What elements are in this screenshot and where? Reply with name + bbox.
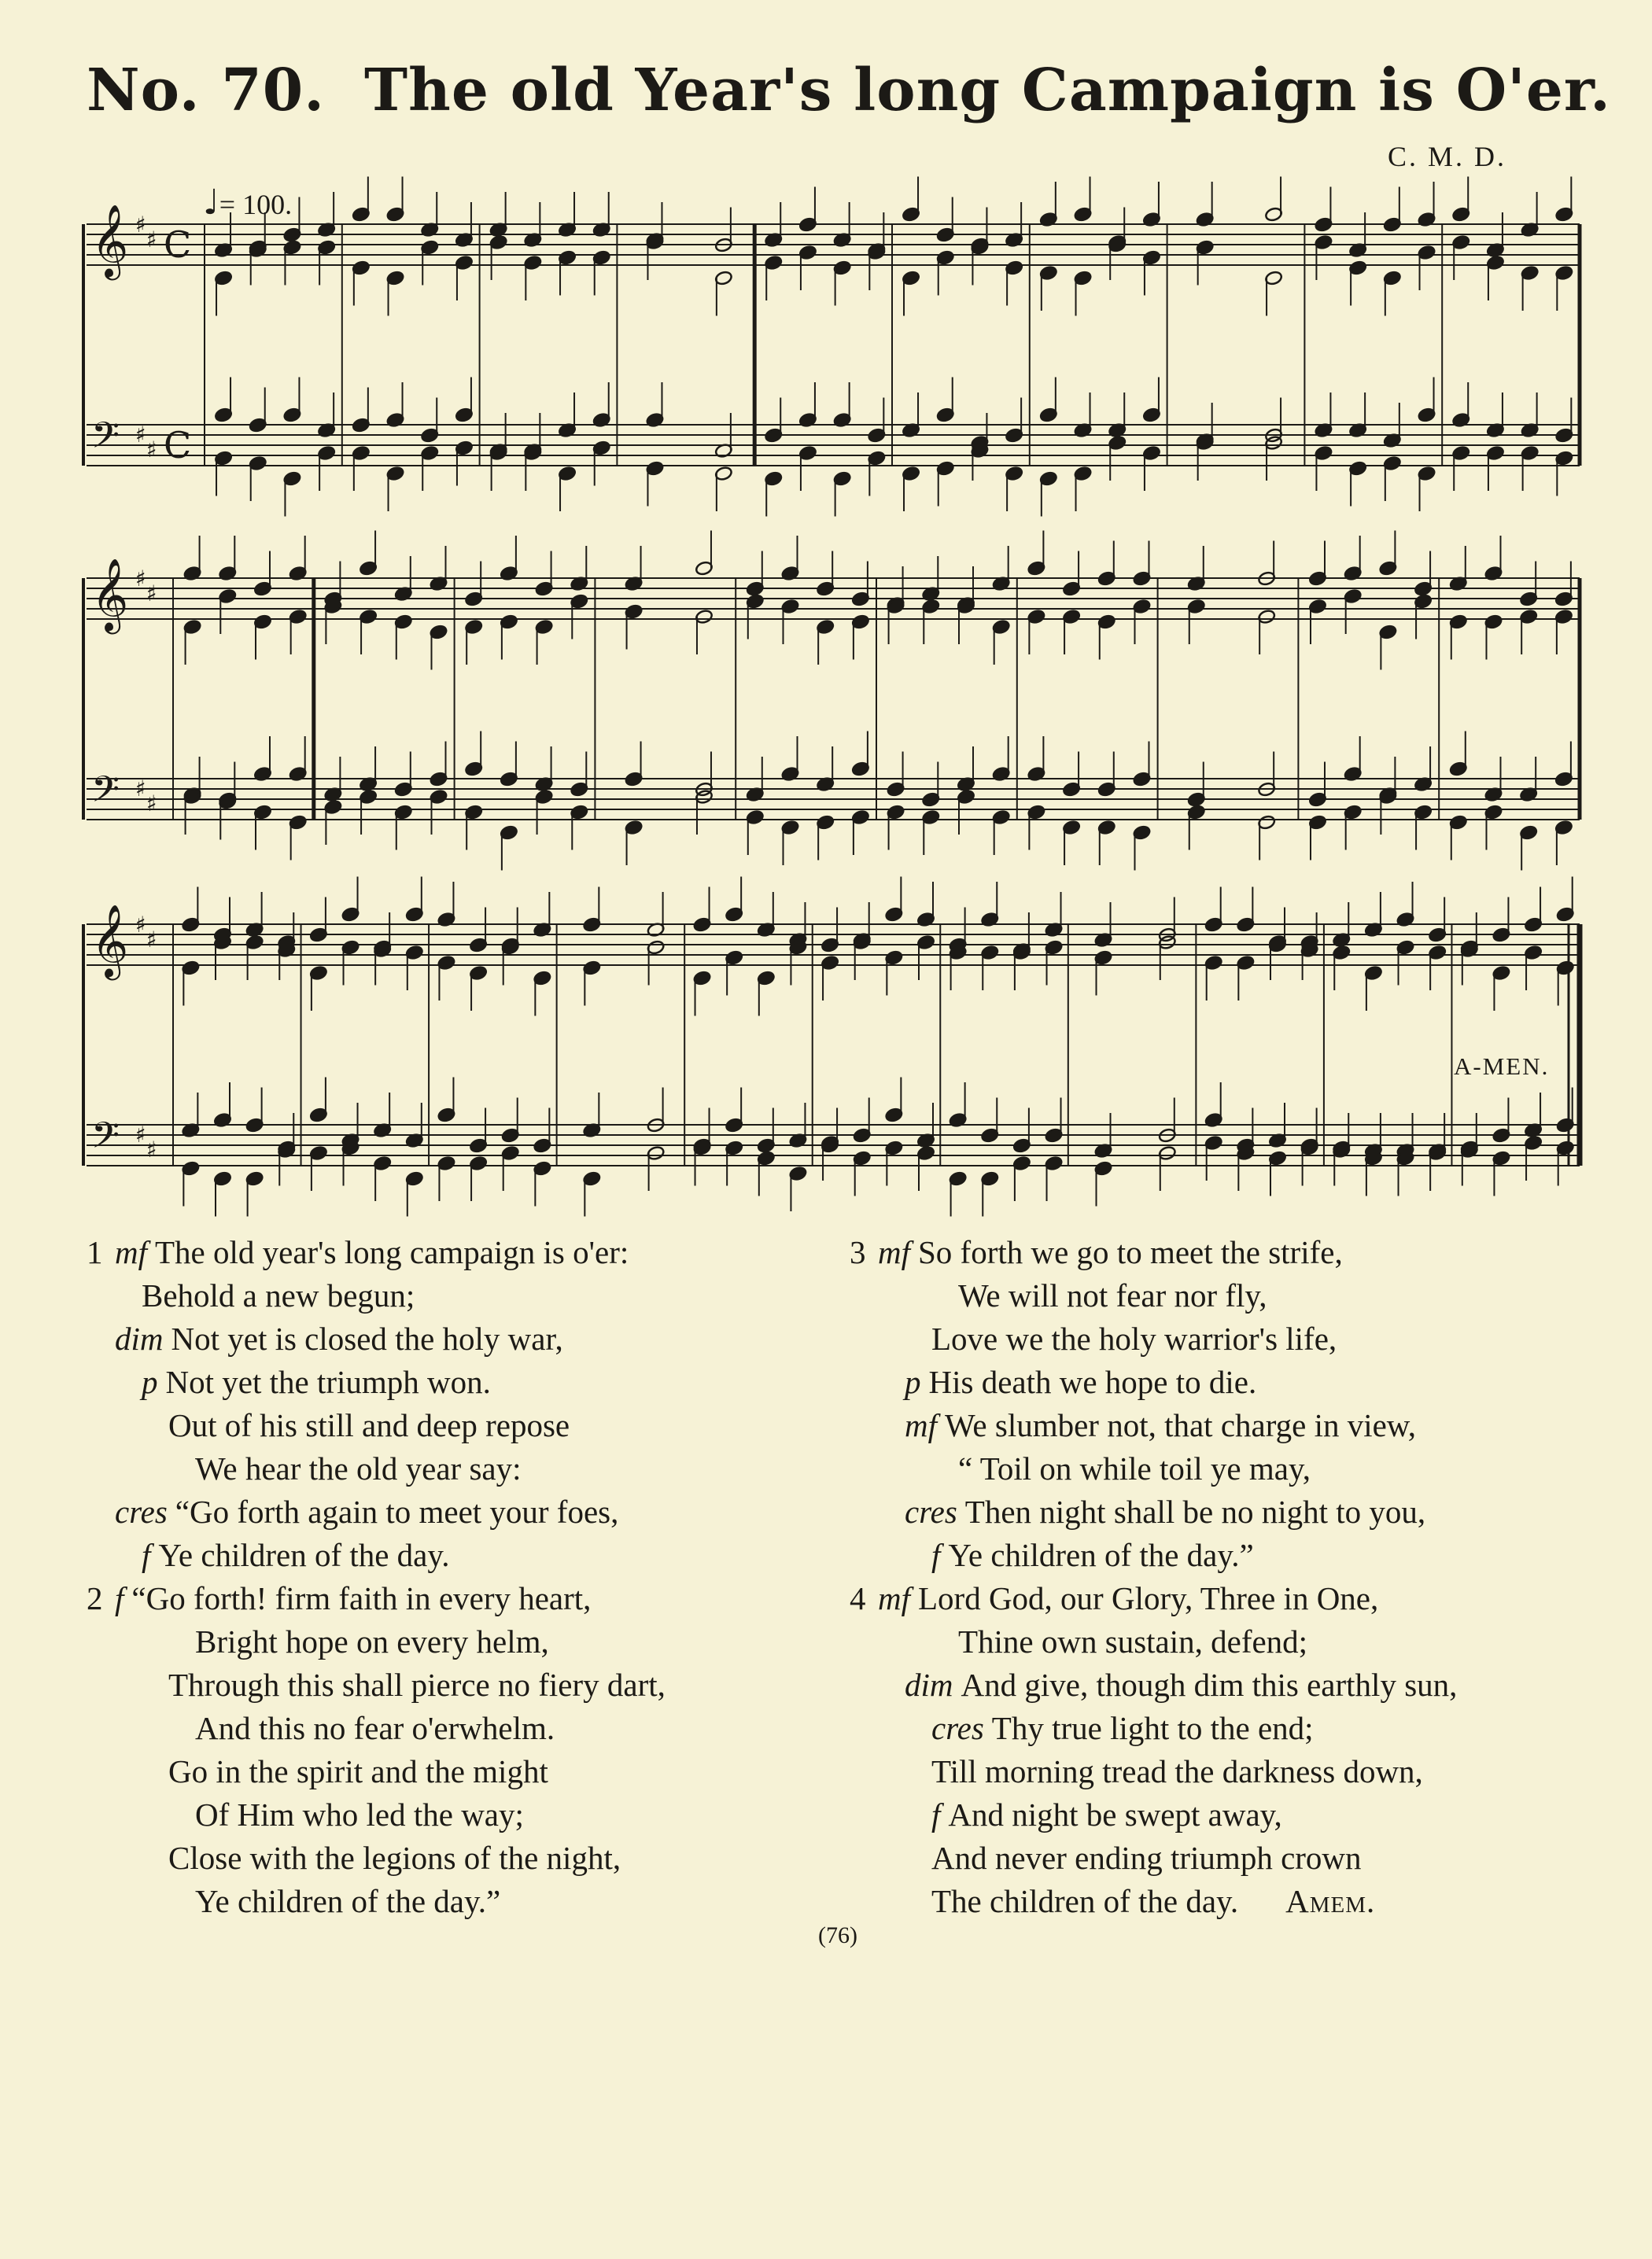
verse-2 (87, 1577, 857, 1923)
verse-text: Ye children of the day. (158, 1537, 450, 1573)
bass-clef-icon: 𝄢 (91, 415, 120, 466)
sharp-icon: ♯ (146, 790, 157, 816)
verse-line (87, 1274, 857, 1317)
verse-line (87, 1880, 857, 1923)
verse-line (87, 1620, 857, 1664)
meter-label: C. M. D. (1387, 141, 1506, 172)
verse-line (850, 1837, 1621, 1880)
verse-line (850, 1793, 1621, 1837)
verse-number: 1 (87, 1234, 103, 1270)
verse-4 (850, 1577, 1621, 1923)
verse-line (850, 1231, 1621, 1274)
verse-line (87, 1231, 857, 1274)
verse-text: “Go forth again to meet your foes, (175, 1494, 619, 1530)
verse-text: Go in the spirit and the might (168, 1753, 548, 1789)
verse-text: Close with the legions of the night, (168, 1840, 621, 1876)
page-number: (76) (818, 1922, 857, 1948)
dynamic-marking: cres (931, 1710, 984, 1746)
verse-line (850, 1404, 1621, 1447)
quarter-note-icon: ♩ (203, 182, 219, 223)
verse-text: Love we the holy warrior's life, (931, 1321, 1337, 1357)
verse-text: The children of the day. (931, 1883, 1239, 1919)
verse-text: Of Him who led the way; (195, 1797, 524, 1833)
verse-text: Not yet the triumph won. (165, 1364, 491, 1400)
verse-text: Thy true light to the end; (991, 1710, 1314, 1746)
verse-text: Not yet is closed the holy war, (171, 1321, 563, 1357)
verse-line (850, 1361, 1621, 1404)
verse-text: “Go forth! firm faith in every heart, (131, 1580, 592, 1616)
treble-clef-icon: 𝄞 (91, 204, 129, 277)
sharp-icon: ♯ (135, 566, 146, 591)
verse-line (87, 1664, 857, 1707)
bass-clef-icon: 𝄢 (91, 1115, 120, 1166)
verse-line (87, 1534, 857, 1577)
verse-line (850, 1707, 1621, 1750)
dynamic-marking: cres (905, 1494, 957, 1530)
verse-line (850, 1274, 1621, 1317)
bass-clef-icon: 𝄢 (91, 768, 120, 820)
sharp-icon: ♯ (146, 1137, 157, 1163)
verse-text: We will not fear nor fly, (958, 1277, 1267, 1314)
dynamic-marking: f (931, 1537, 941, 1573)
verse-column-right (850, 1231, 1621, 1923)
verse-line (87, 1361, 857, 1404)
amen-ending: Amem. (1285, 1883, 1376, 1919)
sharp-icon: ♯ (146, 227, 157, 252)
dynamic-marking: mf (115, 1234, 147, 1270)
verse-1 (87, 1231, 857, 1577)
verse-line (850, 1664, 1621, 1707)
verse-column-left (87, 1231, 857, 1923)
dynamic-marking: f (931, 1797, 941, 1833)
amen-label: A-MEN. (1454, 1052, 1550, 1080)
hymn-number: No. 70. (87, 57, 325, 124)
verse-text: And give, though dim this earthly sun, (961, 1667, 1458, 1703)
verse-line (850, 1534, 1621, 1577)
sharp-icon: ♯ (135, 212, 146, 238)
verse-text: Ye children of the day.” (195, 1883, 501, 1919)
sharp-icon: ♯ (146, 437, 157, 462)
common-time-icon: C (164, 424, 192, 466)
dynamic-marking: p (142, 1364, 158, 1400)
sharp-icon: ♯ (135, 776, 146, 802)
verse-line (850, 1880, 1621, 1923)
verse-line (850, 1491, 1621, 1534)
verse-line (87, 1793, 857, 1837)
verse-text: Lord God, our Glory, Three in One, (918, 1580, 1379, 1616)
verse-3 (850, 1231, 1621, 1577)
verse-text: “ Toil on while toil ye may, (958, 1450, 1311, 1487)
dynamic-marking: mf (905, 1407, 937, 1443)
verse-line (87, 1750, 857, 1793)
verse-line (87, 1491, 857, 1534)
dynamic-marking: cres (115, 1494, 168, 1530)
verse-line (850, 1577, 1621, 1620)
verse-line (87, 1447, 857, 1491)
verse-text: Thine own sustain, defend; (958, 1623, 1308, 1660)
verse-text: Ye children of the day.” (948, 1537, 1254, 1573)
verse-text: So forth we go to meet the strife, (918, 1234, 1343, 1270)
verse-text: The old year's long campaign is o'er: (155, 1234, 629, 1270)
dynamic-marking: dim (905, 1667, 953, 1703)
verse-text: Through this shall pierce no fiery dart, (168, 1667, 666, 1703)
verse-line (850, 1317, 1621, 1361)
dynamic-marking: f (115, 1580, 124, 1616)
verse-number: 3 (850, 1234, 866, 1270)
dynamic-marking: p (905, 1364, 921, 1400)
common-time-icon: C (164, 223, 192, 266)
verse-text: His death we hope to die. (928, 1364, 1257, 1400)
verse-line (850, 1750, 1621, 1793)
verse-line (87, 1577, 857, 1620)
verse-line (87, 1707, 857, 1750)
verse-line (850, 1620, 1621, 1664)
sharp-icon: ♯ (135, 912, 146, 938)
verse-text: We slumber not, that charge in view, (945, 1407, 1417, 1443)
verse-line (850, 1447, 1621, 1491)
tempo-value: = 100. (219, 189, 293, 220)
dynamic-marking: dim (115, 1321, 164, 1357)
verse-text: We hear the old year say: (195, 1450, 522, 1487)
verse-line (87, 1317, 857, 1361)
verse-text: Behold a new begun; (142, 1277, 415, 1314)
verse-text: And this no fear o'erwhelm. (195, 1710, 555, 1746)
hymn-title-text: The old Year's long Campaign is O'er. (363, 57, 1611, 124)
dynamic-marking: mf (878, 1580, 910, 1616)
sharp-icon: ♯ (135, 422, 146, 448)
treble-clef-icon: 𝄞 (91, 904, 129, 977)
verse-text: Bright hope on every helm, (195, 1623, 549, 1660)
dynamic-marking: f (142, 1537, 151, 1573)
verse-line (87, 1404, 857, 1447)
verse-line (87, 1837, 857, 1880)
sharp-icon: ♯ (146, 927, 157, 953)
verse-text: Out of his still and deep repose (168, 1407, 570, 1443)
verse-text: And night be swept away, (948, 1797, 1282, 1833)
verse-text: Then night shall be no night to you, (964, 1494, 1426, 1530)
verse-number: 4 (850, 1580, 866, 1616)
verse-text: Till morning tread the darkness down, (931, 1753, 1423, 1789)
sharp-icon: ♯ (146, 580, 157, 606)
sharp-icon: ♯ (135, 1122, 146, 1148)
dynamic-marking: mf (878, 1234, 910, 1270)
treble-clef-icon: 𝄞 (91, 558, 129, 631)
verse-text: And never ending triumph crown (931, 1840, 1362, 1876)
verse-number: 2 (87, 1580, 103, 1616)
